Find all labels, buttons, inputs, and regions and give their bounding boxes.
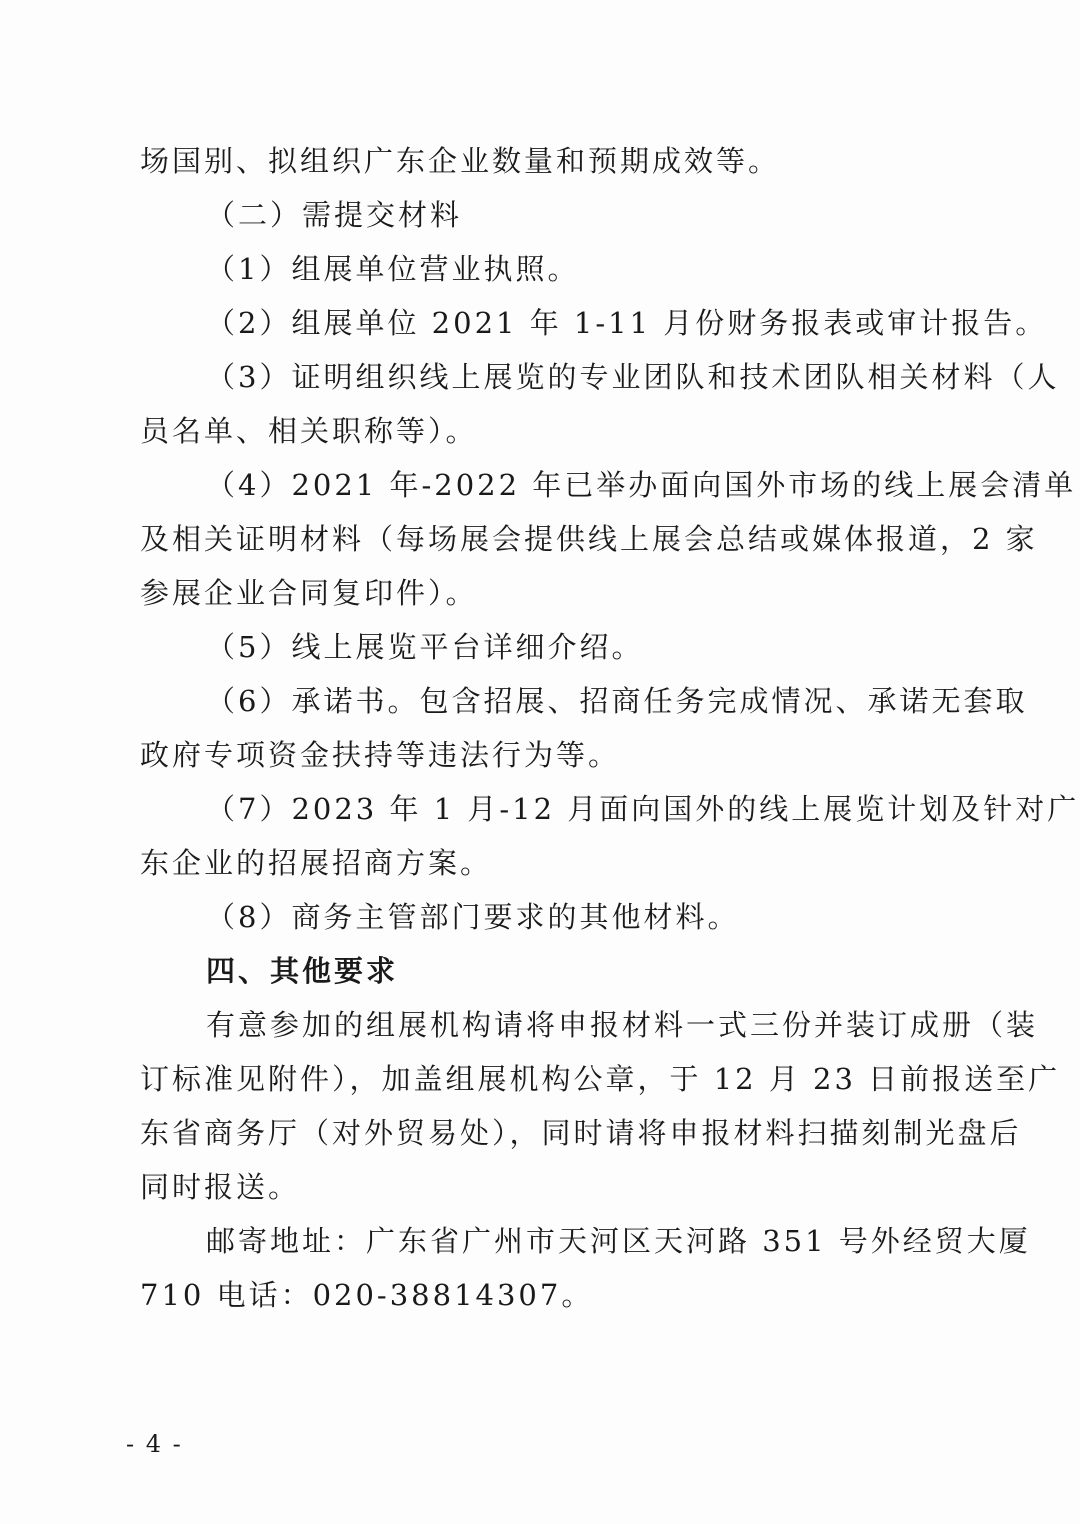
list-item: （5）线上展览平台详细介绍。 <box>206 630 644 664</box>
list-item: （2）组展单位 2021 年 1-11 月份财务报表或审计报告。 <box>206 306 1048 340</box>
section-subheading: （二）需提交材料 <box>206 198 463 232</box>
body-line: 东企业的招展招商方案。 <box>140 846 493 880</box>
phone-number: 710 电话：020-38814307。 <box>140 1278 594 1312</box>
list-item: （4）2021 年-2022 年已举办面向国外市场的线上展会清单 <box>206 468 1077 502</box>
section-heading: 四、其他要求 <box>206 954 399 988</box>
body-line: 场国别、拟组织广东企业数量和预期成效等。 <box>140 144 781 178</box>
body-line: 参展企业合同复印件）。 <box>140 576 478 610</box>
list-item: （6）承诺书。包含招展、招商任务完成情况、承诺无套取 <box>206 684 1028 718</box>
list-item: （8）商务主管部门要求的其他材料。 <box>206 900 740 934</box>
body-line: 同时报送。 <box>140 1170 301 1204</box>
body-line: 订标准见附件），加盖组展机构公章，于 12 月 23 日前报送至广 <box>140 1062 1061 1096</box>
body-line: 及相关证明材料（每场展会提供线上展会总结或媒体报道，2 家 <box>140 522 1038 556</box>
body-line: 有意参加的组展机构请将申报材料一式三份并装订成册（装 <box>206 1008 1039 1042</box>
body-line: 东省商务厅（对外贸易处），同时请将申报材料扫描刻制光盘后 <box>140 1116 1022 1150</box>
document-body <box>140 134 1080 1322</box>
list-item: （7）2023 年 1 月-12 月面向国外的线上展览计划及针对广 <box>206 792 1080 826</box>
mailing-address: 邮寄地址：广东省广州市天河区天河路 351 号外经贸大厦 <box>206 1224 1031 1258</box>
body-line: 政府专项资金扶持等违法行为等。 <box>140 738 621 772</box>
list-item: （1）组展单位营业执照。 <box>206 252 580 286</box>
body-line: 员名单、相关职称等）。 <box>140 414 478 448</box>
list-item: （3）证明组织线上展览的专业团队和技术团队相关材料（人 <box>206 360 1060 394</box>
page-number: - 4 - <box>126 1430 183 1458</box>
